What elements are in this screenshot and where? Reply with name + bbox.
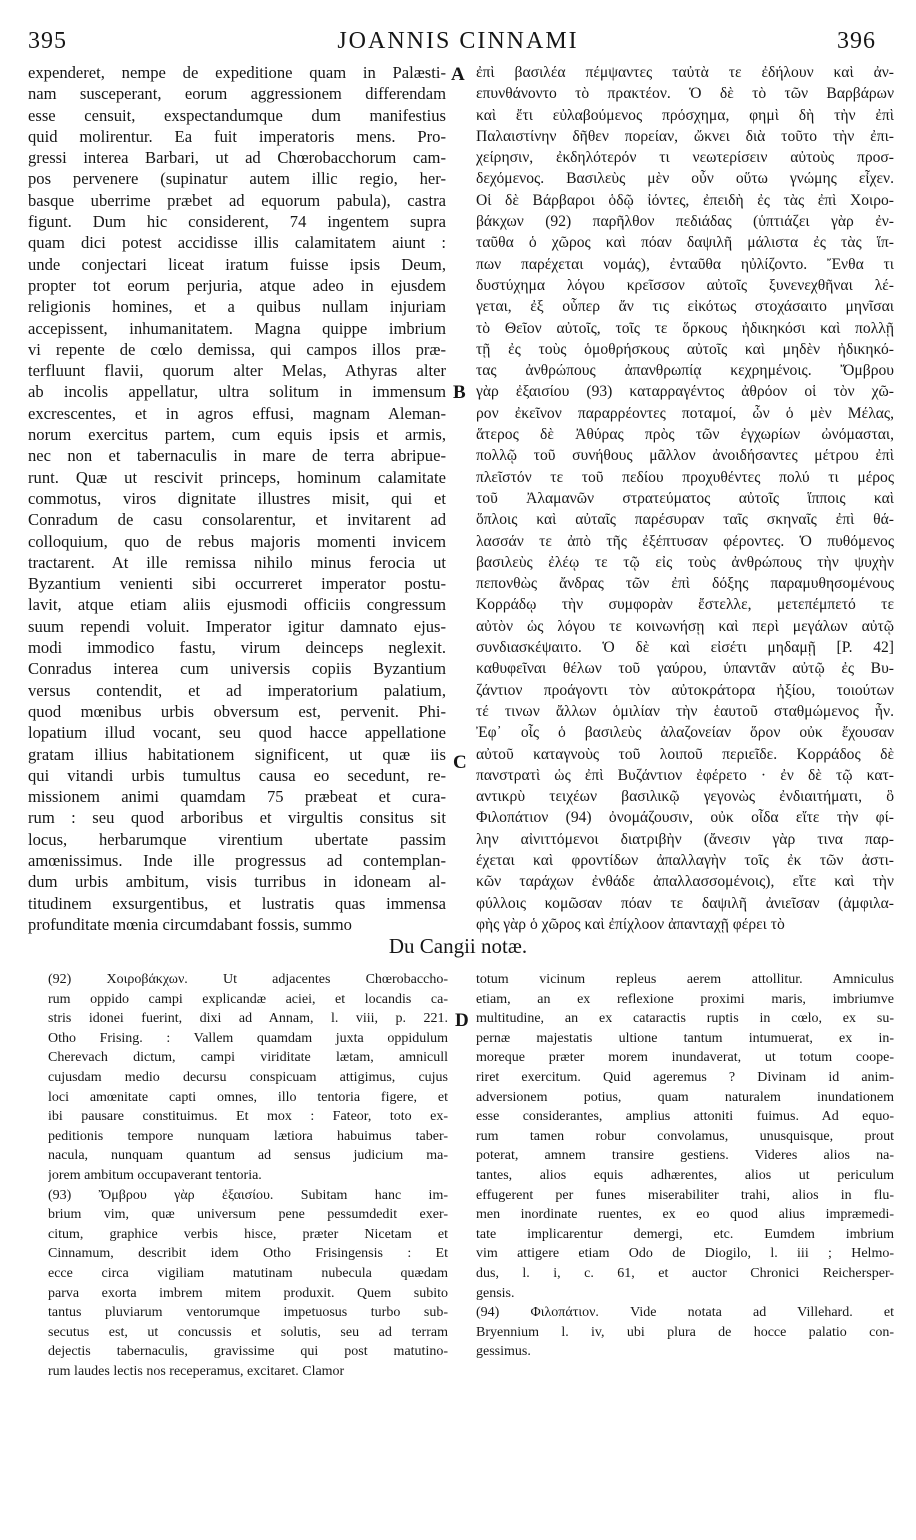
text-line: vi repente de cœlo demissa, qui campos illos præ- bbox=[28, 339, 446, 359]
text-line: δεχόμενος. Βασιλεὺς μὲν οὖν οὕτω γνώμης εἶχεν. bbox=[476, 170, 894, 188]
text-line: πων παρέχεται νομάς), ἐνταῦθα ηὐλίζοντο. Ἔνθα τι bbox=[476, 255, 894, 273]
text-line: ἐπὶ βασιλέα πέμψαντες ταὐτὰ τε ἐδήλουν καὶ ἀν- bbox=[476, 64, 894, 81]
text-line: gensis. bbox=[476, 1285, 515, 1301]
text-line: gratam illius habitationem significent, ut quæ iis bbox=[28, 744, 446, 764]
text-line: λασσάν τε ἀπὸ τῆς ἐξέπτυσαν φέροντες. Ὁ πυθόμενος bbox=[476, 532, 894, 550]
text-line: καὶ ἔτι εὐλαβούμενος πρόσχημα, φημὶ δὴ τὴν ἐπὶ bbox=[476, 106, 894, 124]
text-line: Byzantium venienti sibi occurreret imperator postu- bbox=[28, 574, 446, 594]
margin-marker-c: C bbox=[453, 752, 467, 773]
text-line: ζάντιον προάγοντι τὸν αὐτοκράτορα ἠξίου, τοιούτων bbox=[476, 681, 894, 699]
text-line: Cherevach dictum, campi viriditate lætam, amnicull bbox=[48, 1050, 448, 1066]
text-line: pos pervenere (supinatur autem illic regio, her- bbox=[28, 169, 446, 189]
text-line: συνδιασκέψαιτο. Ὁ δὲ καὶ εἰσέτι μηδαμῇ [P. 42] bbox=[476, 639, 894, 657]
text-line: πεπονθὼς ἄνδρας τῶν ἐπὶ δόξης παραμυθησομένους bbox=[476, 575, 894, 593]
text-line: multitudine, an ex cataractis ruptis in cœlo, ex su- bbox=[476, 1011, 894, 1027]
text-line: lopatium illud vocant, seu quod hacce appellatione bbox=[28, 723, 446, 743]
text-line: locus, herbarumque virentium ubertate passim bbox=[28, 829, 446, 849]
text-line: τῇ ἐς τοὺς ὁμοθρήσκους αὐτοῖς καὶ μηδὲν ἠδικηκό- bbox=[476, 340, 894, 358]
text-line: parva exorta imbrem mitem produxit. Quem subito bbox=[48, 1285, 448, 1301]
text-line: accepissent, inhumanitatem. Magna quippe imbrium bbox=[28, 318, 446, 338]
text-line: λην αἰνιττόμενοι διατριβὴν (ἄνεσιν γὰρ τινα παρ- bbox=[476, 830, 894, 848]
text-line: moreque præter morem inundaverat, ut totum coope- bbox=[476, 1050, 894, 1066]
text-line: dus, l. i, c. 61, et auctor Chronici Reichersper- bbox=[476, 1265, 894, 1281]
text-line: ab incolis appellatur, ultra solitum in immensum bbox=[28, 382, 446, 402]
right-page-number: 396 bbox=[837, 28, 876, 54]
text-line: rum oppido campi explicandæ aciei, et locandis ca- bbox=[48, 991, 448, 1007]
text-line: (92) Χοιροβάκχων. Ut adjacentes Chœrobaccho- bbox=[48, 972, 448, 987]
text-line: quam dici potest accidisse illis calamitatem aiunt : bbox=[28, 233, 446, 253]
text-line: basque uberrime præbet ad equorum pabula), castra bbox=[28, 190, 446, 210]
left-page-number: 395 bbox=[28, 28, 67, 54]
text-line: brium vim, quæ universum pene pessumdedit exer- bbox=[48, 1207, 448, 1223]
notes-right-column bbox=[476, 970, 894, 1362]
text-line: tantus pluviarum ventorumque impetuosus turbo sub- bbox=[48, 1305, 448, 1321]
text-line: Bryennium l. iv, ubi plura de hocce palatio con- bbox=[476, 1324, 894, 1340]
text-line: αὐτὸν ὡς λόγου τε κοινωνήσῃ καὶ περὶ μεγάλων αὐτῷ bbox=[476, 617, 894, 635]
text-line: citum, graphice verbis hisce, præter Nicetam et bbox=[48, 1226, 448, 1242]
text-line: Ἐφ᾽ οἷς ὁ βασιλεὺς ἀλαζονείαν ὅρον οὐκ ἔχουσαν bbox=[476, 724, 894, 742]
text-line: ταῦθα ὁ χῶρος καὶ πόαν δαψιλῆ μάλιστα ἐς τὰς ἵπ- bbox=[476, 234, 894, 252]
text-line: effugerent per funes miserabiliter trahi, alios in flu- bbox=[476, 1187, 894, 1203]
text-line: men inordinate ruentes, ex eo quod alius impræmedi- bbox=[476, 1207, 894, 1223]
text-line: tantes, alios equis adhærentes, alios ut periculum bbox=[476, 1167, 894, 1183]
text-line: ρον ἐκεῖνον παραρρέοντες ποταμοί, ὧν ὁ μὲν Μέλας, bbox=[476, 404, 894, 422]
text-line: Φιλοπάτιον (94) ὀνομάζουσιν, οὐκ οἶδα εἴτε τὴν φί- bbox=[476, 809, 894, 827]
text-line: φύλλοις κομῶσαν πόαν τε δαψιλῆ ἀνιεῖσαν (ἀμφιλα- bbox=[476, 894, 894, 912]
text-line: Cinnamum, describit idem Otho Frisingensis : Et bbox=[48, 1246, 448, 1262]
text-line: cujusdam medio decursu conspicuam attigimus, cujus bbox=[48, 1069, 448, 1085]
text-line: gressi interea Barbari, ut ad Chœrobacchorum cam- bbox=[28, 148, 446, 168]
text-line: propter tot eorum perjuria, atque adeo in ejusdem bbox=[28, 275, 446, 295]
text-line: τὸ Θεῖον αὐτοῖς, τοῖς τε ὅρκους ἠδικηκόσι καὶ πολλῇ bbox=[476, 319, 894, 337]
text-line: rum tamen robur convolamus, unusquisque, prout bbox=[476, 1128, 894, 1144]
text-line: terfluunt flavii, quorum alter Melas, Athyras alter bbox=[28, 361, 446, 381]
text-line: ὅπλοις καὶ αὐταῖς παρέσυραν ταῖς σκηναῖς ἐπὶ θά- bbox=[476, 511, 894, 529]
running-title: JOANNIS CINNAMI bbox=[337, 28, 579, 54]
text-line: καθυφεῖναι θέλων τοῦ γαύρου, ὑπαντᾶν αὐτῷ ἐς Βυ- bbox=[476, 660, 894, 678]
text-line: stris idonei fuerint, dixi ad Annam, l. viii, p. 221. bbox=[48, 1011, 448, 1027]
text-line: commotus, viros dignitate illustres misit, qui et bbox=[28, 488, 446, 508]
text-line: φὴς γὰρ ὁ χῶρος καὶ ἐπίχλοον ἀπανταχῇ φέρει τὸ bbox=[476, 915, 785, 933]
text-line: riret exercitum. Quid ageremus ? Divinam id anim- bbox=[476, 1069, 894, 1085]
text-line: jorem ambitum occupaverant tentoria. bbox=[48, 1167, 262, 1183]
notes-left-column bbox=[48, 970, 448, 1381]
text-line: ecce circa vigiliam matutinam nubecula quædam bbox=[48, 1265, 448, 1281]
margin-marker-d: D bbox=[455, 1010, 469, 1031]
text-line: Conradus interea cum universis copiis Byzantium bbox=[28, 659, 446, 679]
text-line: secutus est, ut concussis et solutis, seu ad terram bbox=[48, 1324, 448, 1340]
text-line: excrescentes, et in agros effusi, magnam Aleman- bbox=[28, 403, 446, 423]
text-line: profunditate mœnia circumdabant fossis, summo bbox=[28, 914, 352, 934]
text-line: γεται, ἐξ οὗπερ ἄν τις εἰκότως στοχάσαιτο μηνῖσαι bbox=[476, 298, 894, 316]
text-line: rum : seu quod arboribus et virgultis consitus sit bbox=[28, 808, 446, 828]
text-line: expenderet, nempe de expeditione quam in Palæsti- bbox=[28, 63, 446, 82]
text-line: έχεται καὶ φροντίδων ἀπαλλαγὴν τοῖς ἐκ τῶν ἀστι- bbox=[476, 851, 894, 869]
text-line: pernæ majestatis ultione tantum intumuerat, ex in- bbox=[476, 1030, 894, 1046]
text-line: rum laudes lectis nos receperamus, excitaret. Clamor bbox=[48, 1363, 345, 1379]
margin-marker-a: A bbox=[451, 64, 465, 85]
text-line: titudinem exsurgentibus, et lustratis quas immensa bbox=[28, 893, 446, 913]
text-line: ibi pausare constituimus. Et mox : Fateor, toto ex- bbox=[48, 1109, 448, 1125]
text-line: missionem animi quamdam 75 præbeat et cura- bbox=[28, 787, 446, 807]
text-line: τας ἀνθρώπους ἀπανθρωπίᾳ κεχρημένοις. Ὄμβρου bbox=[476, 362, 894, 380]
text-line: Conradum de casu consolarentur, et invitarent ad bbox=[28, 510, 446, 530]
margin-marker-b: B bbox=[453, 382, 466, 403]
text-line: nam susceperant, eorum aggressionem differendam bbox=[28, 84, 446, 104]
text-line: (93) Ὄμβρου γὰρ ἐξαισίου. Subitam hanc im- bbox=[48, 1187, 448, 1203]
text-line: nec non et tabernaculis in mare de terra abripue- bbox=[28, 446, 446, 466]
text-line: Κορράδῳ τὴν συμφορὰν ἔστελλε, μετεπέμπετό τε bbox=[476, 596, 894, 614]
text-line: πολλῷ τοῦ συνήθους μᾶλλον ἀνοιδήσαντες μέτρου ἐπὶ bbox=[476, 447, 894, 465]
text-line: amœnissimus. Inde ille progressus ad contemplan- bbox=[28, 850, 446, 870]
text-line: δυστύχημα λόγου κρεῖσσον αὐτοῖς ξυνενεχθῆναι λέ- bbox=[476, 276, 894, 294]
text-line: quod mœnibus urbis obversum est, pervenit. Phi- bbox=[28, 701, 446, 721]
text-line: unde conjectari liceat iratum fuisse ipsis Deum, bbox=[28, 254, 446, 274]
text-line: quid molirentur. Ea fuit imperatoris mens. Pro- bbox=[28, 126, 446, 146]
text-line: βάκχων (92) παρῆλθον πεδιάδας (ὑπτιάζει γὰρ ἐν- bbox=[476, 213, 894, 231]
text-line: esse censuit, exspectandumque dum manifestius bbox=[28, 105, 446, 125]
text-line: nacula, nunquam quantum ad sensus judicium ma- bbox=[48, 1148, 448, 1164]
text-line: peditionis tempore nunquam lætiora habuimus taber- bbox=[48, 1128, 448, 1144]
text-line: suum rependi voluit. Imperator igitur damnato ejus- bbox=[28, 616, 446, 636]
text-line: πλεῖστόν τε τοῦ πεδίου προχυθέντες πολύ τι μέρος bbox=[476, 468, 894, 486]
notes-title: Du Cangii notæ. bbox=[388, 934, 528, 958]
text-line: vim attigere etiam Odo de Diogilo, l. iii ; Helmo- bbox=[476, 1246, 894, 1262]
text-line: lavit, atque etiam aliis ejusmodi officiis congressum bbox=[28, 595, 446, 615]
text-line: totum vicinum repleus aerem attollitur. Amniculus bbox=[476, 972, 894, 987]
text-line: adversionem potius, quam naturalem inundationem bbox=[476, 1089, 894, 1105]
text-line: αὐτοῦ καταγνοὺς τοῦ λοιποῦ περιεῖδε. Κορράδος δὲ bbox=[476, 745, 894, 763]
text-line: Otho Frising. : Vallem quamdam juxta oppidulum bbox=[48, 1030, 448, 1046]
text-line: poterat, amnem transire gestiens. Videres alios na- bbox=[476, 1148, 894, 1164]
text-line: religionis homines, et a quibus nullam injuriam bbox=[28, 297, 446, 317]
text-line: colloquium, quo de rebus majoris momenti invicem bbox=[28, 531, 446, 551]
text-line: Παλαιστίνην δῆθεν πορείαν, ὤκνει διὰ τοῦτο τὴν ἐπι- bbox=[476, 127, 894, 145]
text-line: ἅτερος δὲ Ἀθύρας πρὸς τῶν ἐγχωρίων ὠνόμασται, bbox=[476, 426, 894, 444]
text-line: versus contendit, et ad imperatorium palatium, bbox=[28, 680, 446, 700]
text-line: esse considerantes, amplius attoniti fuimus. Ad equo- bbox=[476, 1109, 894, 1125]
text-line: figunt. Dum hic considerent, 74 ingentem supra bbox=[28, 212, 446, 232]
text-line: dum urbis ambitum, visis turribus in idoneam al- bbox=[28, 872, 446, 892]
text-line: tate implicarentur demergi, etc. Eumdem imbrium bbox=[476, 1226, 894, 1242]
text-line: αντικρὺ τειχέων βασιλικῷ γεγονὼς ἐνδιαιτήματι, ὃ bbox=[476, 788, 894, 806]
text-line: τέ τινων ἄλλων ὁμιλίαν τὴν ἑαυτοῦ σταθμώμενος ἦν. bbox=[476, 702, 894, 720]
greek-column bbox=[476, 62, 894, 935]
text-line: τοῦ Ἀλαμανῶν στρατεύματος αὐτοῖς ἵπποις καὶ bbox=[476, 489, 894, 507]
text-line: etiam, an ex reflexione proximi maris, imbriumve bbox=[476, 991, 894, 1007]
text-line: qui vitandi urbis tumultus causa eo secedunt, re- bbox=[28, 765, 446, 785]
text-line: επυνθάνοντο τὸ πρακτέον. Ὁ δὲ τὸ τῶν Βαρβάρων bbox=[476, 85, 894, 103]
text-line: norum exercitus partem, cum equis ipsis et armis, bbox=[28, 425, 446, 445]
text-line: γὰρ ἐξαισίου (93) καταρραγέντος ἀθρόον οἱ τὸν χῶ- bbox=[476, 383, 894, 401]
text-line: πανστρατὶ ὡς ἐπὶ Βυζάντιον ἐφέρετο · ἐν δὲ τῷ κατ- bbox=[476, 766, 894, 784]
text-line: dejectis tabernaculis, gravissime qui post matutino- bbox=[48, 1344, 448, 1360]
text-line: gessimus. bbox=[476, 1344, 531, 1360]
text-line: tractarent. At ille remissa nihilo minus ferocia ut bbox=[28, 552, 446, 572]
text-line: χείρησιν, ἐκδηλότερόν τι νεωτερίσειν αὐτοὺς προσ- bbox=[476, 149, 894, 167]
text-line: modi immodico fastu, virum deinceps neglexit. bbox=[28, 638, 446, 658]
latin-column bbox=[28, 62, 446, 935]
text-line: Οἱ δὲ Βάρβαροι ὁδῷ ἰόντες, ἐπειδὴ ἐς τὰς ἐπὶ Χοιρο- bbox=[476, 191, 894, 209]
text-line: κῶν ταράχων ἐνθάδε ἀπαλλασσομένοις), εἴτε καὶ τὴν bbox=[476, 873, 894, 891]
text-line: runt. Quæ ut rescivit princeps, hominum calamitate bbox=[28, 467, 446, 487]
text-line: βασιλεὺς ἐλέῳ τε τῷ εἰς τοὺς ἀνθρώπους τὴν ψυχὴν bbox=[476, 553, 894, 571]
text-line: loci amœnitate capti omnes, illo tentoria figere, et bbox=[48, 1089, 448, 1105]
text-line: (94) Φιλοπάτιον. Vide notata ad Villehard. et bbox=[476, 1305, 894, 1321]
